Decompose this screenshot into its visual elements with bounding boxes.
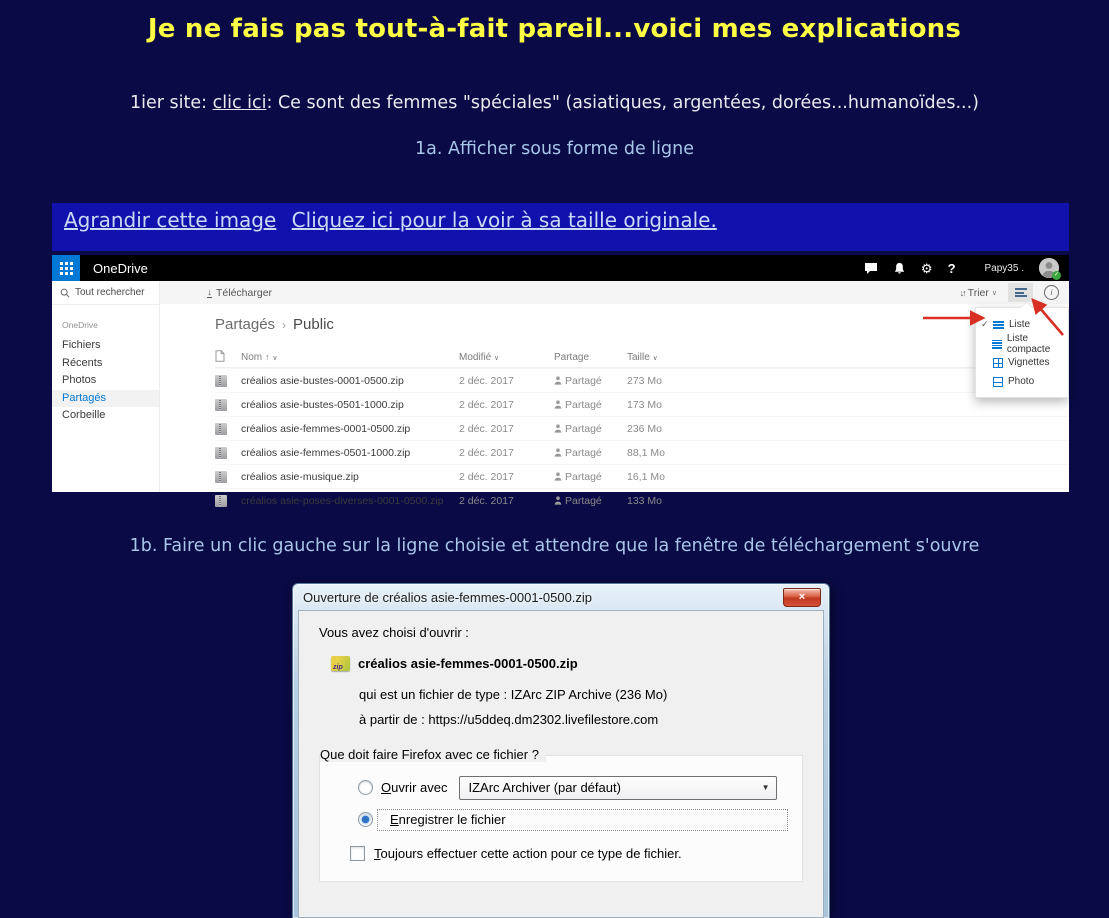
zip-file-icon xyxy=(215,471,227,483)
feedback-icon[interactable] xyxy=(864,262,878,275)
doc-icon xyxy=(215,350,241,365)
sidebar-item-photos[interactable]: Photos xyxy=(62,374,97,386)
chevron-down-icon: ∨ xyxy=(991,289,997,297)
breadcrumb-separator: › xyxy=(282,318,287,332)
avatar[interactable] xyxy=(1039,258,1059,278)
sidebar-item-recents[interactable]: Récents xyxy=(62,356,103,369)
close-button[interactable]: × xyxy=(783,588,821,607)
image-banner xyxy=(52,203,1069,251)
file-size: 173 Mo xyxy=(627,398,663,411)
file-modified: 2 déc. 2017 xyxy=(459,446,514,459)
file-name[interactable]: créalios asie-femmes-0501-1000.zip xyxy=(241,446,411,459)
chevron-down-icon: ∨ xyxy=(272,355,278,362)
file-modified: 2 déc. 2017 xyxy=(459,422,514,435)
step-1b-text: 1b. Faire un clic gauche sur la ligne choisie et attendre que la fenêtre de téléchargement s'ouvre xyxy=(129,536,980,556)
file-source-label: à partir de : xyxy=(359,712,425,728)
breadcrumb-current[interactable]: Public xyxy=(293,316,334,333)
file-type-line xyxy=(359,682,803,707)
onedrive-screenshot xyxy=(52,255,1069,507)
notifications-icon[interactable] xyxy=(893,262,906,275)
view-options-menu xyxy=(975,307,1069,398)
sort-icon: ↓↑ xyxy=(959,287,965,298)
zip-file-icon xyxy=(215,447,227,459)
chevron-down-icon: ∨ xyxy=(494,355,500,362)
col-header-size[interactable]: Taille ∨ xyxy=(627,352,658,363)
file-share: Partagé xyxy=(554,375,627,387)
file-table xyxy=(215,348,1069,512)
chevron-down-icon: ∨ xyxy=(652,355,658,362)
zip-file-icon xyxy=(215,399,227,411)
col-header-name[interactable]: Nom ↑ ∨ xyxy=(241,352,278,363)
person-icon xyxy=(554,424,562,433)
file-name[interactable]: créalios asie-bustes-0001-0500.zip xyxy=(241,374,404,387)
save-file-option xyxy=(358,809,788,831)
file-source-value: https://u5ddeq.dm2302.livefilestore.com xyxy=(428,712,659,728)
onedrive-topbar xyxy=(52,255,1069,281)
menu-item-liste[interactable] xyxy=(976,315,1068,334)
user-name: Papy35 . xyxy=(984,262,1024,274)
sidebar-item-corbeille[interactable]: Corbeille xyxy=(62,409,106,421)
save-file-radio[interactable] xyxy=(358,812,373,827)
app-launcher-button[interactable] xyxy=(52,255,80,281)
search-icon xyxy=(60,288,70,298)
menu-item-label: Photo xyxy=(1008,376,1035,387)
dialog-title: Ouverture de créalios asie-femmes-0001-0500.zip xyxy=(303,589,593,605)
table-row[interactable] xyxy=(215,464,1069,488)
file-modified: 2 déc. 2017 xyxy=(459,470,514,483)
person-icon xyxy=(554,496,562,505)
person-icon xyxy=(554,376,562,385)
combo-dropdown-icon: ▼ xyxy=(761,783,770,793)
firefox-download-dialog xyxy=(292,583,830,918)
file-share: Partagé xyxy=(554,399,627,411)
person-icon xyxy=(554,472,562,481)
sort-button[interactable] xyxy=(960,287,997,299)
zip-file-icon xyxy=(215,423,227,435)
dialog-titlebar[interactable] xyxy=(298,584,824,610)
menu-item-label: Vignettes xyxy=(1008,357,1050,368)
person-icon xyxy=(554,448,562,457)
always-checkbox[interactable] xyxy=(350,846,365,861)
list-view-icon xyxy=(993,320,1004,330)
file-source-line xyxy=(359,707,803,732)
step-1a-text: 1a. Afficher sous forme de ligne xyxy=(415,139,694,159)
breadcrumb-parent[interactable]: Partagés xyxy=(215,316,276,333)
file-type-value: IZArc ZIP Archive (236 Mo) xyxy=(510,687,668,702)
action-question: Que doit faire Firefox avec ce fichier ? xyxy=(320,747,546,762)
download-icon: ↓ xyxy=(207,286,212,298)
onedrive-sidebar xyxy=(52,281,160,492)
dialog-intro: Vous avez choisi d'ouvrir : xyxy=(319,625,469,640)
dialog-file-name: créalios asie-femmes-0001-0500.zip xyxy=(358,656,578,671)
table-row[interactable] xyxy=(215,440,1069,464)
intro-prefix: 1ier site: xyxy=(130,93,213,113)
tiles-view-icon xyxy=(993,358,1003,368)
person-icon xyxy=(554,400,562,409)
always-option xyxy=(350,846,788,861)
breadcrumb xyxy=(215,316,1069,333)
menu-item-label: Liste xyxy=(1009,319,1031,330)
table-row[interactable] xyxy=(215,488,1069,512)
table-row[interactable] xyxy=(215,416,1069,440)
sort-asc-icon: ↑ xyxy=(265,352,270,362)
file-share: Partagé xyxy=(554,423,627,435)
onedrive-toolbar xyxy=(160,281,1069,304)
open-with-select[interactable] xyxy=(459,776,777,800)
open-with-option xyxy=(358,776,788,800)
download-label: Télécharger xyxy=(216,286,273,299)
file-size: 236 Mo xyxy=(627,422,663,435)
sidebar-section-header: OneDrive xyxy=(62,320,98,330)
sort-label: Trier xyxy=(967,286,989,299)
save-file-label[interactable]: Enregistrer le fichier xyxy=(390,811,506,827)
intro-suffix: : Ce sont des femmes "spéciales" (asiatiques, argentées, dorées...humanoïdes...) xyxy=(266,93,979,113)
original-size-link[interactable]: Cliquez ici pour la voir à sa taille originale. xyxy=(291,208,717,232)
check-icon: ✓ xyxy=(981,319,989,329)
zip-file-icon xyxy=(215,375,227,387)
list-view-icon xyxy=(1015,287,1027,299)
file-share: Partagé xyxy=(554,495,627,507)
settings-gear-icon[interactable]: ⚙ xyxy=(920,260,933,276)
enlarge-image-link[interactable]: Agrandir cette image xyxy=(64,208,277,232)
col-header-share[interactable]: Partage xyxy=(554,352,590,363)
file-modified: 2 déc. 2017 xyxy=(459,374,514,387)
menu-item-liste-compacte[interactable] xyxy=(976,334,1068,353)
table-row[interactable] xyxy=(215,392,1069,416)
menu-item-label: Liste compacte xyxy=(1006,332,1051,355)
file-name[interactable]: créalios asie-bustes-0501-1000.zip xyxy=(241,398,404,411)
waffle-icon xyxy=(60,262,73,275)
zip-file-icon xyxy=(215,495,227,507)
file-name[interactable]: créalios asie-poses-diverses-0001-0500.zip xyxy=(241,494,444,507)
sidebar-item-fichiers[interactable]: Fichiers xyxy=(62,339,101,351)
help-icon[interactable]: ? xyxy=(947,260,956,276)
sidebar-item-partages[interactable]: Partagés xyxy=(52,390,159,408)
onedrive-logo: OneDrive xyxy=(93,260,148,276)
izarc-zip-icon xyxy=(331,656,350,671)
file-share: Partagé xyxy=(554,447,627,459)
open-with-value: IZArc Archiver (par défaut) xyxy=(468,780,621,796)
file-size: 133 Mo xyxy=(627,494,663,507)
open-with-radio[interactable] xyxy=(358,780,373,795)
file-name[interactable]: créalios asie-musique.zip xyxy=(241,470,359,483)
intro-line xyxy=(0,93,1109,113)
table-header-row xyxy=(215,348,1069,368)
action-group xyxy=(319,746,803,882)
file-modified: 2 déc. 2017 xyxy=(459,494,514,507)
status-check-badge: ✓ xyxy=(1053,272,1060,278)
view-switcher-button[interactable] xyxy=(1008,283,1033,302)
always-label[interactable]: Toujours effectuer cette action pour ce type de fichier. xyxy=(374,845,682,861)
file-modified: 2 déc. 2017 xyxy=(459,398,514,411)
page-title: Je ne fais pas tout-à-fait pareil...voici mes explications xyxy=(147,14,962,44)
file-size: 16,1 Mo xyxy=(627,470,665,483)
file-size: 273 Mo xyxy=(627,374,663,387)
info-icon[interactable]: i xyxy=(1044,285,1059,300)
search-input[interactable] xyxy=(52,281,159,305)
col-header-modified[interactable]: Modifié ∨ xyxy=(459,352,500,363)
table-row[interactable] xyxy=(215,368,1069,392)
clic-ici-link[interactable]: clic ici xyxy=(212,93,267,113)
photo-view-icon xyxy=(993,377,1003,387)
download-button[interactable] xyxy=(207,287,272,299)
search-placeholder: Tout rechercher xyxy=(75,287,145,298)
menu-item-vignettes[interactable] xyxy=(976,353,1068,372)
file-type-label: qui est un fichier de type : xyxy=(359,687,508,702)
file-share: Partagé xyxy=(554,471,627,483)
open-with-label[interactable]: Ouvrir avec xyxy=(381,780,448,796)
compact-list-icon xyxy=(992,339,1002,349)
menu-item-photo[interactable] xyxy=(976,372,1068,391)
file-size: 88,1 Mo xyxy=(627,446,665,459)
file-name[interactable]: créalios asie-femmes-0001-0500.zip xyxy=(241,422,411,435)
